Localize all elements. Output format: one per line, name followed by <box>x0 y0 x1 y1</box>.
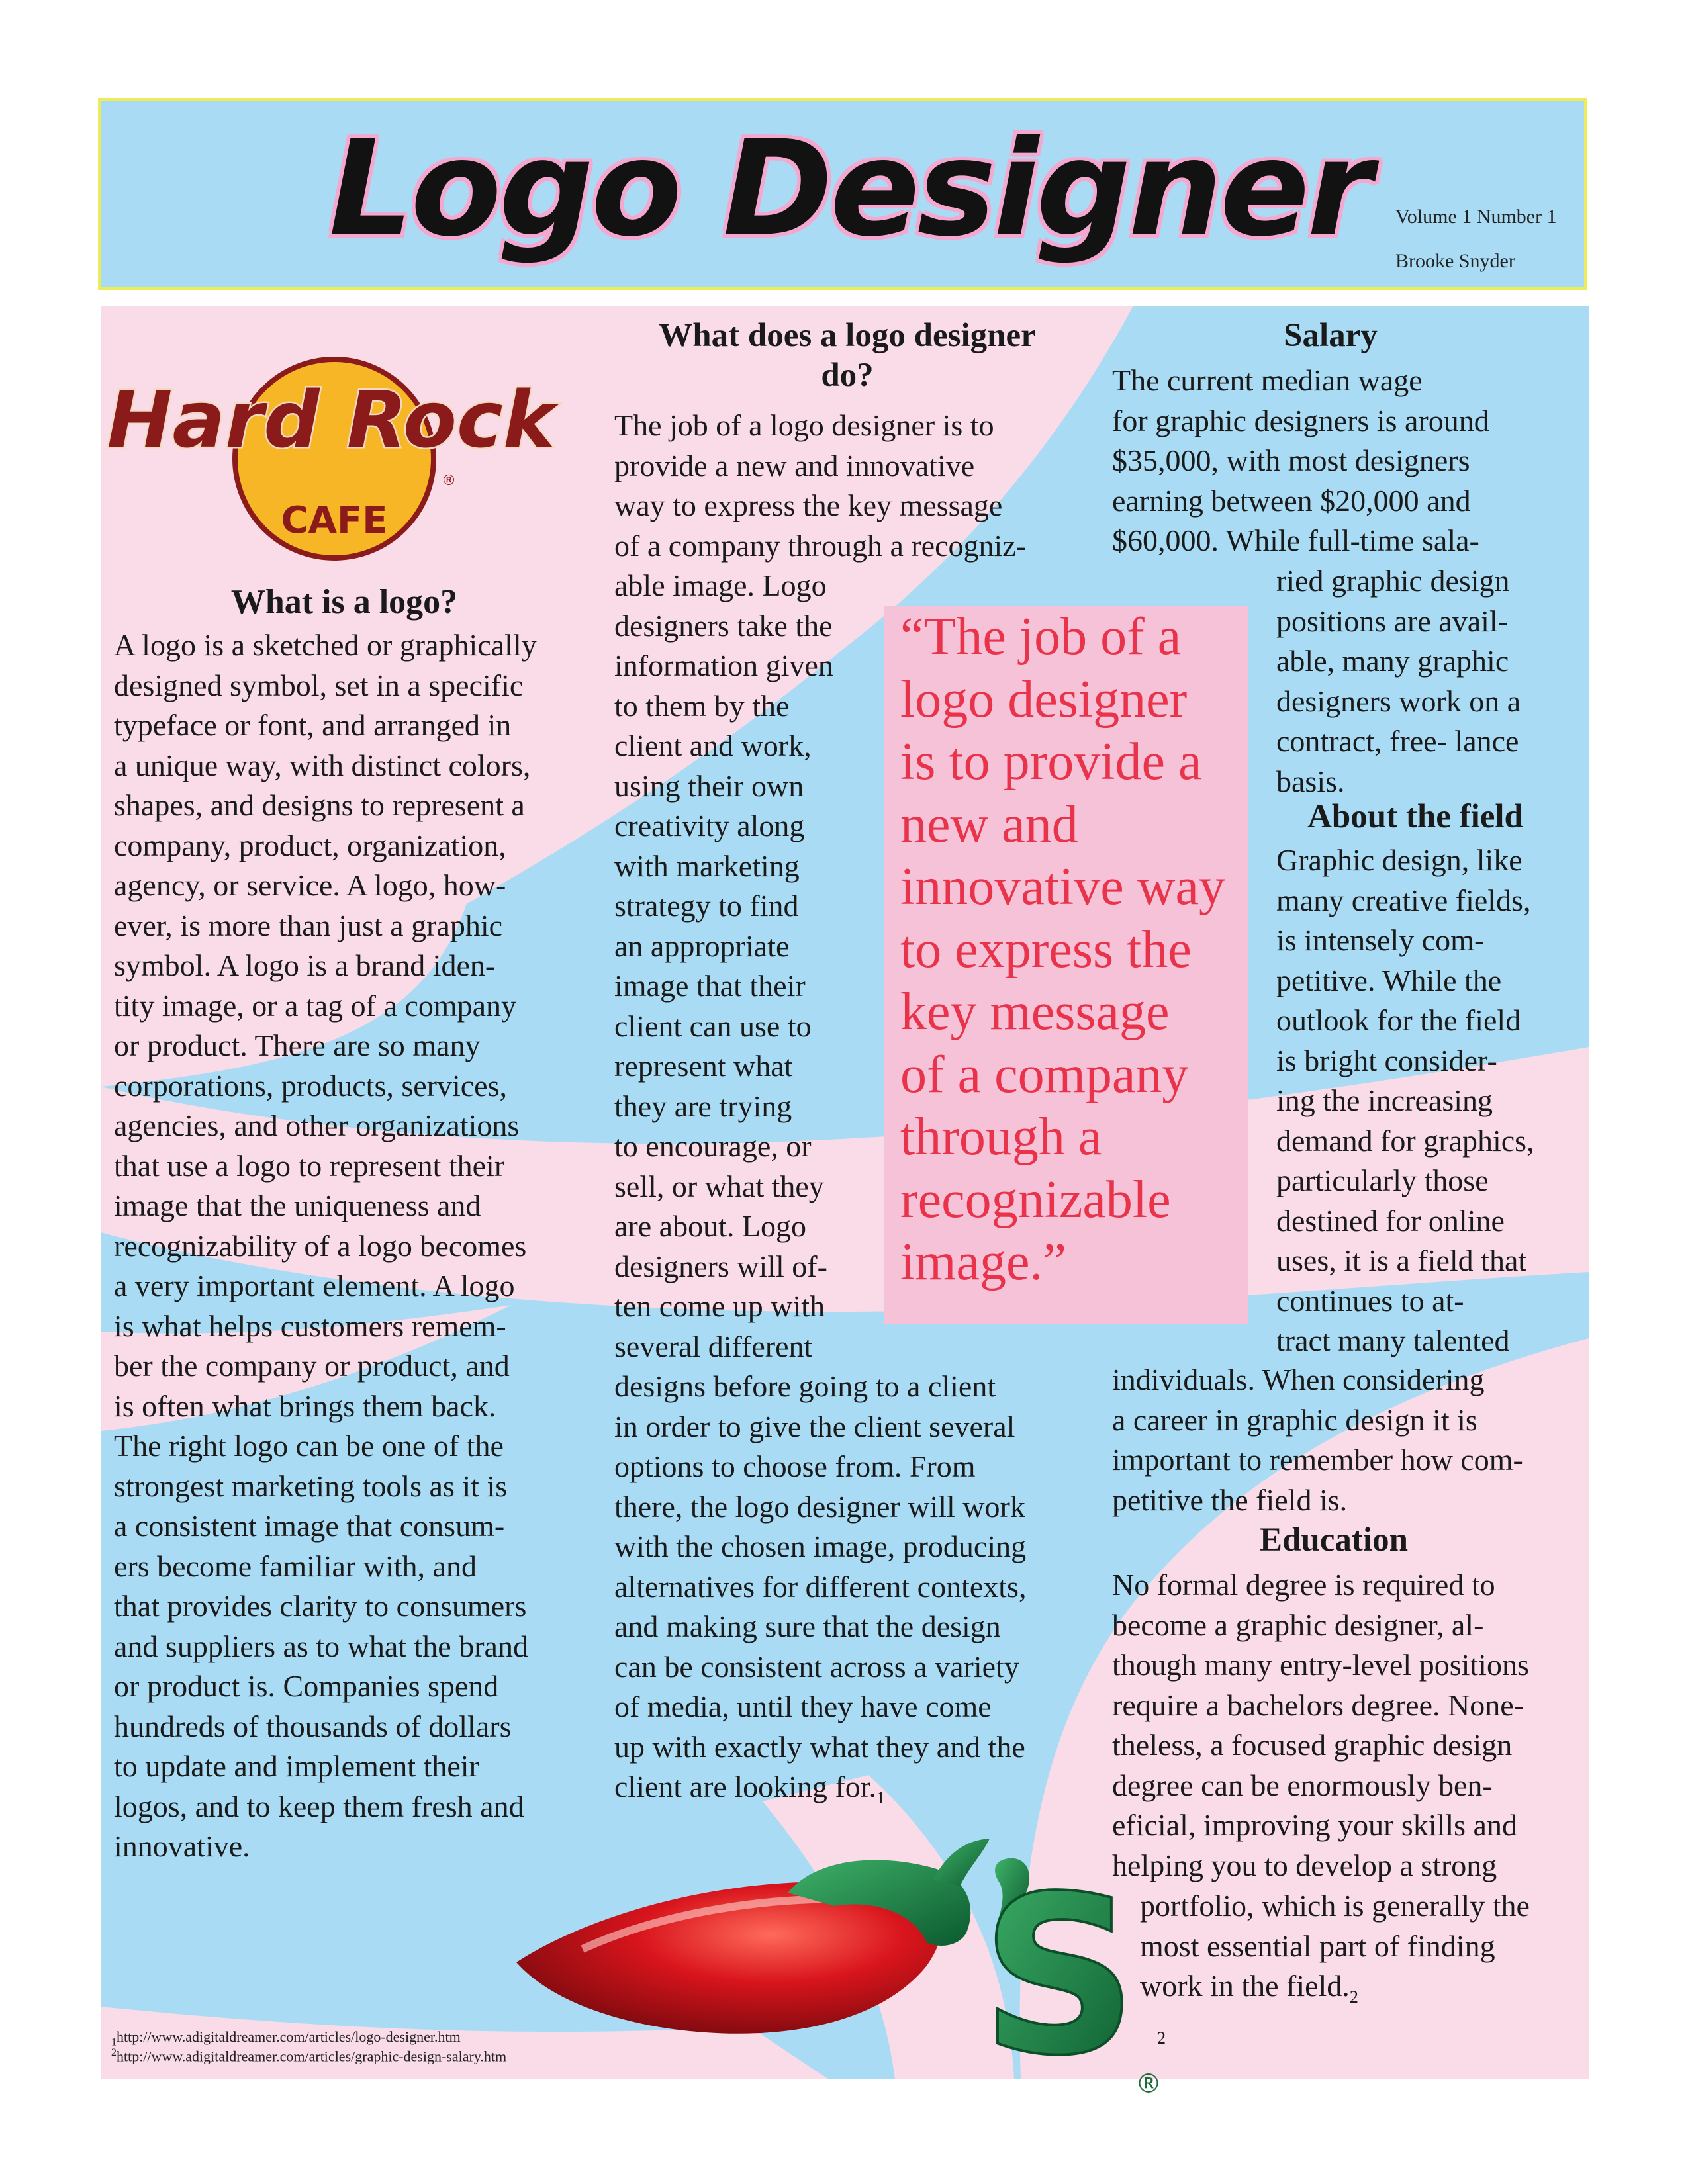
text-line: that provides clarity to consumers <box>114 1589 527 1623</box>
text-line: many creative fields, <box>1276 883 1531 917</box>
text-line: ing the increasing <box>1276 1083 1493 1117</box>
text-line: theless, a focused graphic design <box>1112 1728 1513 1762</box>
text-line: strongest marketing tools as it is <box>114 1469 508 1503</box>
text-line: ers become familiar with, and <box>114 1549 477 1583</box>
text-line: agencies, and other organizations <box>114 1109 520 1142</box>
text-line: designers take the <box>614 608 833 643</box>
text-line: ten come up with <box>614 1289 825 1323</box>
text-line: a very important element. A logo <box>114 1269 515 1302</box>
what-does-body-top <box>614 406 1026 566</box>
text-line: up with exactly what they and the <box>614 1729 1025 1764</box>
what-is-logo-body <box>114 625 590 1867</box>
text-line: represent what <box>614 1049 793 1083</box>
text-line: to encourage, or <box>614 1129 812 1163</box>
text-line: in order to give the client several <box>614 1409 1015 1443</box>
footnote-1-marker: 1 <box>111 2036 117 2048</box>
about-field-body-full <box>1112 1360 1523 1520</box>
text-line: can be consistent across a variety <box>614 1649 1019 1684</box>
text-line: a unique way, with distinct colors, <box>114 748 531 782</box>
heading-what-is-logo: What is a logo? <box>230 583 458 621</box>
text-line: designers will of- <box>614 1249 827 1283</box>
text-line: way to express the key message <box>614 488 1003 522</box>
text-line: a career in graphic design it is <box>1112 1402 1477 1437</box>
text-line: helping you to develop a strong <box>1112 1848 1497 1882</box>
text-line: to update and implement their <box>114 1749 479 1783</box>
text-line: corporations, products, services, <box>114 1068 508 1103</box>
text-line: a consistent image that consum- <box>114 1509 505 1543</box>
heading-what-does-designer-do-line1: What does a logo designer <box>659 317 1036 354</box>
text-line: ever, is more than just a graphic <box>114 908 503 942</box>
text-line: company, product, organization, <box>114 828 506 862</box>
text-line: Graphic design, like <box>1276 843 1523 877</box>
footnote-2[interactable] <box>111 2047 506 2065</box>
text-line: several different <box>614 1329 813 1363</box>
text-line: destined for online <box>1276 1203 1505 1238</box>
text-line: though many entry-level positions <box>1112 1648 1529 1682</box>
text-line: The current median wage <box>1112 363 1423 397</box>
heading-education: Education <box>1260 1522 1408 1559</box>
text-line: innovative. <box>114 1829 250 1863</box>
chilis-logo <box>503 1833 1185 2103</box>
what-does-body-bottom <box>614 1367 1026 1819</box>
text-line: most essential part of finding <box>1140 1929 1495 1963</box>
text-line: with marketing <box>614 848 800 883</box>
heading-about-field: About the field <box>1307 798 1523 835</box>
text-line: tity image, or a tag of a company <box>114 988 517 1023</box>
text-line: agency, or service. A logo, how- <box>114 868 506 902</box>
text-line: is bright consider- <box>1276 1043 1497 1077</box>
text-line: important to remember how com- <box>1112 1443 1523 1477</box>
text-line: or product is. Companies spend <box>114 1669 499 1703</box>
text-line: designs before going to a client <box>614 1369 996 1403</box>
pull-quote-text: “The job of a logo designer is to provide a new and innovative way to express the key message of a company through a recognizable image.” <box>900 608 1225 1291</box>
footnote-1-url[interactable]: http://www.adigitaldreamer.com/articles/logo-designer.htm <box>117 2028 461 2045</box>
salary-body-full <box>1112 361 1489 561</box>
text-line: client are looking $for._1$ <box>614 1770 885 1808</box>
text-line: basis. <box>1276 764 1345 798</box>
text-line: positions are avail- <box>1276 604 1509 638</box>
text-line: contract, free- lance <box>1276 724 1519 758</box>
text-line: image that their <box>614 969 806 1003</box>
text-line: able image. Logo <box>614 569 827 602</box>
text-line: No formal degree is required to <box>1112 1568 1495 1602</box>
about-field-body-narrow <box>1276 841 1534 1361</box>
salary-body-narrow <box>1276 561 1521 801</box>
text-line: able, many graphic <box>1276 644 1509 678</box>
text-line: is intensely com- <box>1276 923 1485 957</box>
text-line: alternatives for different contexts, <box>614 1569 1027 1604</box>
text-line: petitive the field is. <box>1112 1482 1348 1517</box>
text-line: logos, and to keep them fresh and <box>114 1789 524 1823</box>
text-line: strategy to find <box>614 889 799 923</box>
text-line: degree can be enormously ben- <box>1112 1768 1493 1802</box>
text-line: eficial, improving your skills and <box>1112 1808 1517 1842</box>
text-line: petitive. While the <box>1276 963 1502 997</box>
text-line: designers work on a <box>1276 684 1521 718</box>
text-line: continues to at- <box>1276 1283 1464 1318</box>
text-line: creativity along <box>614 809 805 842</box>
education-body-tail <box>1140 1886 1530 2018</box>
pull-quote-box <box>884 606 1248 1324</box>
footnote-2-marker: 2 <box>111 2047 117 2058</box>
text-line: client can use to <box>614 1009 812 1043</box>
text-line: ber the company or product, and <box>114 1349 510 1383</box>
text-line: is often what brings them back. <box>114 1388 496 1423</box>
text-line: options to choose from. From <box>614 1449 976 1483</box>
footnote-2-url[interactable]: http://www.adigitaldreamer.com/articles/graphic-design-salary.htm <box>117 2048 507 2065</box>
text-line: become a graphic designer, al- <box>1112 1608 1484 1642</box>
volume-number: Volume 1 Number 1 <box>1395 206 1557 228</box>
heading-what-does-designer-do-line2: do? <box>821 357 874 394</box>
text-line: image that the uniqueness and <box>114 1189 481 1222</box>
svg-text:®: ® <box>442 473 456 489</box>
text-line: and suppliers as to what the brand <box>114 1629 528 1663</box>
text-line: demand for graphics, <box>1276 1123 1534 1158</box>
text-line: are about. Logo <box>614 1209 806 1243</box>
svg-text:Hard Rock: Hard Rock <box>107 374 555 465</box>
text-line: A logo is a sketched or graphically <box>114 628 537 662</box>
text-line: that use a logo to represent their <box>114 1148 505 1183</box>
text-line: uses, it is a field that <box>1276 1244 1527 1277</box>
text-line: sell, or what they <box>614 1169 824 1203</box>
text-line: an appropriate <box>614 929 790 963</box>
author-name: Brooke Snyder <box>1395 250 1515 272</box>
text-line: ried graphic design <box>1276 564 1510 598</box>
text-line: and making sure that the design <box>614 1610 1001 1643</box>
text-line: there, the logo designer will work <box>614 1489 1025 1524</box>
text-line: hundreds of thousands of dollars <box>114 1709 512 1743</box>
text-line: using their own <box>614 768 804 803</box>
svg-text:CAFE: CAFE <box>281 499 388 542</box>
text-line: to them by the <box>614 688 790 723</box>
text-line: or product. There are so many <box>114 1028 481 1062</box>
text-line: The right logo can be one of the <box>114 1429 504 1463</box>
text-line: they are trying <box>614 1089 792 1123</box>
text-line: tract many talented <box>1276 1324 1510 1357</box>
footnote-reference: 2 <box>1349 1987 1358 2007</box>
text-line: recognizability of a logo becomes <box>114 1228 527 1263</box>
text-line: work in the $field._2$ <box>1140 1969 1358 2007</box>
what-does-body-narrow <box>614 566 833 1367</box>
text-line: require a bachelors degree. None- <box>1112 1688 1524 1722</box>
text-line: for graphic designers is around <box>1112 403 1489 437</box>
text-line: $60,000. While full-time sala- <box>1112 523 1479 557</box>
text-line: typeface or font, and arranged in <box>114 708 512 742</box>
text-line: information given <box>614 649 833 682</box>
text-line: designed symbol, set in a specific <box>114 668 524 702</box>
svg-text:®: ® <box>1135 2069 1162 2099</box>
text-line: symbol. A logo is a brand iden- <box>114 948 496 982</box>
text-line: is what helps customers remem- <box>114 1308 506 1343</box>
text-line: portfolio, which is generally the <box>1140 1889 1530 1923</box>
text-line: outlook for the field <box>1276 1003 1521 1037</box>
newsletter-title: Logo Designer <box>328 112 1370 266</box>
text-line: The job of a logo designer is to <box>614 408 994 442</box>
masthead <box>98 98 1587 290</box>
text-line: client and work, <box>614 729 812 762</box>
text-line: shapes, and designs to represent a <box>114 788 525 822</box>
text-line: $35,000, with most designers <box>1112 443 1470 477</box>
text-line: particularly those <box>1276 1163 1489 1197</box>
text-line: of media, until they have come <box>614 1690 992 1723</box>
text-line: earning between $20,000 and <box>1112 483 1471 518</box>
text-line: of a company through a recogniz- <box>614 528 1027 563</box>
footnote-1[interactable] <box>111 2028 461 2048</box>
text-line: provide a new and innovative <box>614 448 975 482</box>
svg-text:S: S <box>980 1849 1138 2103</box>
text-line: individuals. When considering <box>1112 1363 1485 1396</box>
text-line: with the chosen image, producing <box>614 1529 1027 1563</box>
page-footnote-mark: 2 <box>1157 2028 1166 2048</box>
footnote-reference: 1 <box>876 1788 885 1808</box>
heading-salary: Salary <box>1284 317 1378 354</box>
hard-rock-cafe-logo <box>107 341 555 563</box>
